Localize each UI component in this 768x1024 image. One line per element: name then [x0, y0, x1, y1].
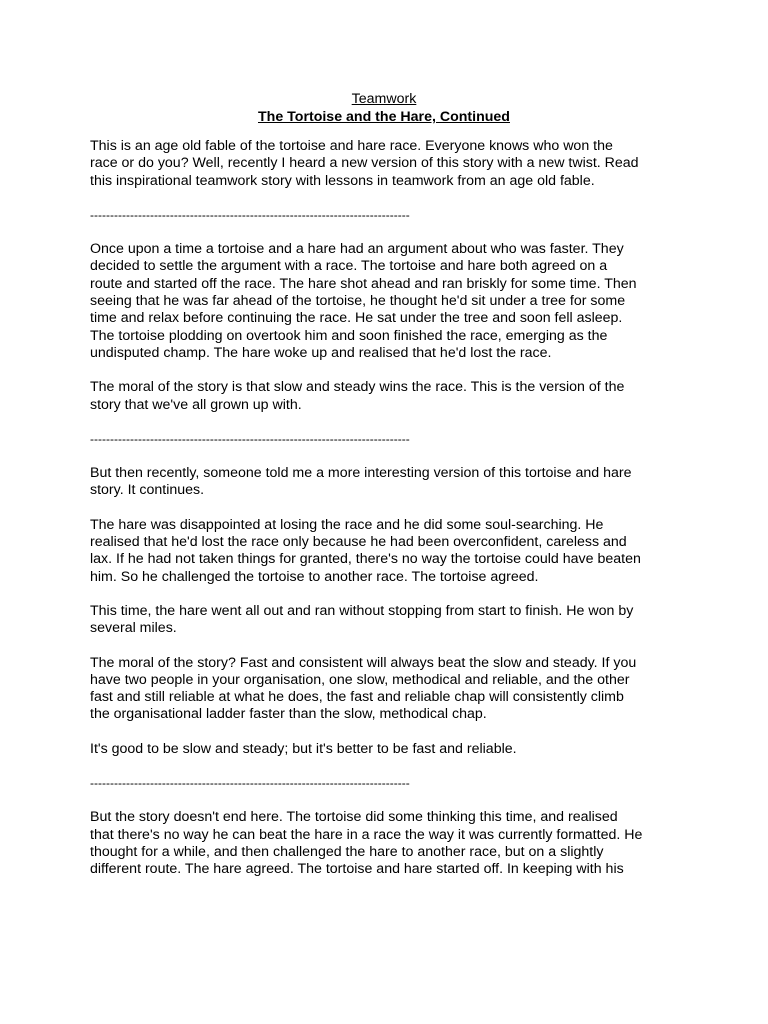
text-line: that there's no way he can beat the hare in a race the way it was currently formatted. He [90, 826, 643, 843]
text-line: several miles. [90, 620, 177, 637]
text-line: different route. The hare agreed. The tortoise and hare started off. In keeping with his [90, 861, 624, 878]
text-line: this inspirational teamwork story with lessons in teamwork from an age old fable. [90, 172, 595, 189]
text-line: But the story doesn't end here. The tortoise did some thinking this time, and realised [90, 809, 618, 826]
text-line: seeing that he was far ahead of the tortoise, he thought he'd sit under a tree for some [90, 293, 626, 310]
text-line: This is an age old fable of the tortoise and hare race. Everyone knows who won the [90, 138, 613, 154]
document-kicker: Teamwork [351, 91, 417, 107]
moral-paragraph-1 [90, 379, 690, 414]
text-line: race or do you? Well, recently I heard a new version of this story with a new twist. Read [90, 155, 639, 172]
text-line: It's good to be slow and steady; but it's better to be fast and reliable. [90, 740, 517, 757]
story-paragraph-4 [90, 603, 690, 638]
text-line: The moral of the story? Fast and consistent will always beat the slow and steady. If you [90, 654, 637, 671]
text-line: This time, the hare went all out and ran without stopping from start to finish. He won by [90, 602, 634, 619]
story-paragraph-5 [90, 809, 690, 878]
text-line: lax. If he had not taken things for granted, there's no way the tortoise could have beaten [90, 551, 641, 568]
text-line: The tortoise plodding on overtook him and soon finished the race, emerging as the [90, 327, 608, 344]
intro-paragraph [90, 138, 690, 190]
text-line: Once upon a time a tortoise and a hare had an argument about who was faster. They [90, 241, 624, 258]
text-line: decided to settle the argument with a race. The tortoise and hare both agreed on a [90, 258, 608, 275]
text-line: story that we've all grown up with. [90, 396, 302, 413]
separator-line: -------------------------------------------------------------------------------- [90, 207, 410, 222]
text-line: route and started off the race. The hare shot ahead and ran briskly for some time. Then [90, 275, 637, 292]
text-line: fast and still reliable at what he does, the fast and reliable chap will consistently climb [90, 689, 624, 706]
moral-summary-paragraph [90, 741, 690, 758]
text-line: realised that he'd lost the race only because he had been overconfident, careless and [90, 534, 627, 551]
document-page [90, 90, 690, 896]
separator-line: -------------------------------------------------------------------------------- [90, 431, 410, 446]
story-paragraph-3 [90, 517, 690, 586]
text-line: The moral of the story is that slow and steady wins the race. This is the version of the [90, 379, 625, 396]
separator-line: -------------------------------------------------------------------------------- [90, 776, 410, 791]
story-paragraph-2 [90, 465, 690, 500]
text-line: undisputed champ. The hare woke up and realised that he'd lost the race. [90, 344, 552, 361]
text-line: time and relax before continuing the race. He sat under the tree and soon fell asleep. [90, 310, 623, 327]
story-paragraph-1 [90, 241, 690, 362]
text-line: thought for a while, and then challenged the hare to another race, but on a slightly [90, 843, 604, 860]
document-title: The Tortoise and the Hare, Continued [258, 109, 510, 125]
text-line: have two people in your organisation, one slow, methodical and reliable, and the other [90, 671, 630, 688]
heading-block [90, 90, 690, 126]
text-line: him. So he challenged the tortoise to another race. The tortoise agreed. [90, 568, 539, 585]
text-line: But then recently, someone told me a more interesting version of this tortoise and hare [90, 465, 632, 482]
moral-paragraph-2 [90, 655, 690, 724]
text-line: The hare was disappointed at losing the race and he did some soul-searching. He [90, 516, 604, 533]
text-line: the organisational ladder faster than the slow, methodical chap. [90, 706, 487, 723]
text-line: story. It continues. [90, 482, 205, 499]
